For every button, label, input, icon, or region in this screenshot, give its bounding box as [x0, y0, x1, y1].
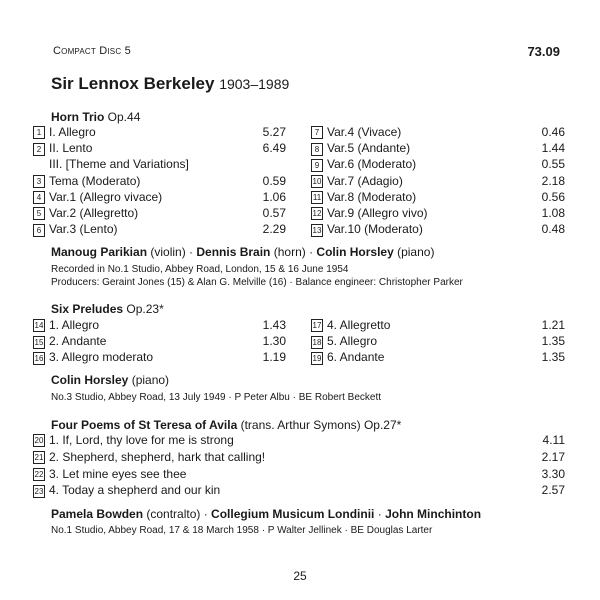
work-title: Horn Trio: [51, 110, 105, 124]
track-number: 9: [311, 159, 323, 172]
poems-performers: [51, 507, 481, 521]
track-row: [33, 318, 99, 332]
work-opus: Op.23*: [123, 302, 164, 316]
track-title: Var.9 (Allegro vivo): [327, 206, 428, 220]
composer-name: Sir Lennox Berkeley: [51, 74, 215, 93]
track-duration: 4.11: [542, 433, 565, 447]
track-duration: 1.21: [541, 318, 565, 332]
track-duration: 1.19: [262, 350, 286, 365]
track-title: 3. Allegro moderato: [49, 350, 154, 365]
track-number: 19: [312, 353, 322, 363]
track-number: 23: [34, 486, 44, 496]
composer-heading: [51, 74, 289, 94]
track-title: 2. Shepherd, shepherd, hark that calling!: [49, 449, 266, 464]
work-title: Four Poems of St Teresa of Avila: [51, 418, 238, 432]
track-duration: 1.30: [262, 334, 286, 349]
track-title: 1. Allegro: [49, 318, 100, 332]
track-duration: 2.17: [541, 449, 565, 464]
work-title-horn-trio: [51, 110, 140, 124]
track-number: 10: [312, 176, 322, 186]
track-title: Var.3 (Lento): [49, 222, 118, 237]
performer-name: Dennis Brain: [196, 245, 271, 259]
page-number: 25: [293, 569, 307, 583]
track-title: Var.5 (Andante): [327, 141, 411, 156]
track-row: [33, 174, 140, 188]
track-duration: 1.35: [541, 350, 565, 365]
track-title: III. [Theme and Variations]: [49, 157, 189, 172]
track-number: 8: [311, 143, 323, 156]
track-duration: 0.55: [541, 157, 565, 172]
track-number: 17: [312, 321, 322, 331]
track-number: 16: [34, 353, 44, 363]
performer-name: Colin Horsley: [316, 245, 394, 259]
track-row: [311, 206, 427, 220]
track-row: [33, 450, 265, 464]
track-title: Var.6 (Moderato): [327, 157, 417, 172]
track-row: [33, 222, 117, 236]
performer-role: ·: [374, 507, 386, 521]
track-number: 13: [312, 225, 322, 235]
track-duration: 0.48: [541, 222, 565, 237]
track-duration: 1.06: [262, 189, 286, 204]
track-row: [311, 174, 403, 188]
performer-name: Collegium Musicum Londinii: [211, 507, 375, 521]
track-number: 15: [34, 337, 44, 347]
track-title: 4. Today a shepherd and our kin: [49, 483, 221, 498]
track-row: [311, 125, 401, 139]
track-title: 3. Let mine eyes see thee: [49, 466, 187, 481]
track-duration: 2.57: [541, 483, 565, 498]
disc-total-time: 73.09: [527, 44, 560, 59]
track-title: 1. If, Lord, thy love for me is strong: [49, 433, 234, 447]
track-row: [33, 125, 96, 139]
track-number: 4: [33, 191, 45, 204]
track-duration: 1.35: [541, 334, 565, 349]
track-row: [311, 318, 390, 332]
performer-role: (violin) ·: [147, 245, 197, 259]
track-number: 11: [312, 193, 322, 203]
track-row: [33, 350, 153, 364]
track-number: 14: [34, 321, 44, 331]
track-duration: 0.57: [262, 206, 286, 220]
track-number: 6: [33, 224, 45, 237]
track-row: [33, 206, 138, 220]
track-number: 21: [34, 453, 44, 463]
recording-note: Recorded in No.1 Studio, Abbey Road, London, 15 & 16 June 1954: [51, 264, 349, 275]
performer-name: Manoug Parikian: [51, 245, 148, 259]
track-row: [33, 467, 186, 481]
track-duration: 1.43: [262, 318, 286, 332]
work-extra: (trans. Arthur Symons) Op.27*: [237, 418, 402, 432]
performer-name: John Minchinton: [385, 507, 482, 521]
work-title-six-preludes: [51, 302, 164, 316]
track-duration: 1.08: [541, 206, 565, 220]
track-title: 5. Allegro: [327, 334, 378, 349]
track-number: 22: [34, 469, 44, 479]
track-number: 7: [311, 126, 323, 139]
performer-name: Colin Horsley: [51, 373, 129, 387]
track-duration: 1.44: [541, 141, 565, 156]
work-title: Six Preludes: [51, 302, 124, 316]
track-number: 1: [33, 126, 45, 139]
track-title: Var.1 (Allegro vivace): [49, 189, 163, 204]
track-row: [33, 334, 106, 348]
track-duration: 0.46: [541, 125, 565, 139]
performer-name: Pamela Bowden: [51, 507, 144, 521]
track-title: 6. Andante: [327, 350, 385, 365]
track-row: [33, 157, 189, 171]
track-duration: 6.49: [262, 141, 286, 156]
track-row: [311, 190, 416, 204]
recording-note: No.1 Studio, Abbey Road, 17 & 18 March 1958 · P Walter Jellinek · BE Douglas Larter: [51, 525, 433, 536]
track-title: Tema (Moderato): [49, 173, 141, 188]
work-title-four-poems: [51, 418, 401, 432]
track-row: [33, 483, 220, 497]
horn-trio-performers: [51, 245, 434, 259]
track-title: 4. Allegretto: [327, 318, 391, 332]
track-number: 18: [312, 337, 322, 347]
performer-role: (contralto) ·: [143, 507, 212, 521]
performer-role: (piano): [128, 373, 170, 387]
track-title: Var.7 (Adagio): [327, 173, 403, 188]
track-title: II. Lento: [49, 141, 93, 156]
track-title: Var.4 (Vivace): [327, 125, 402, 139]
work-opus: Op.44: [104, 110, 141, 124]
track-duration: 0.56: [541, 189, 565, 204]
disc-label: Compact Disc 5: [53, 45, 131, 57]
performer-role: (horn) ·: [270, 245, 317, 259]
track-number: 12: [312, 209, 322, 219]
track-row: [33, 433, 234, 447]
track-duration: 2.18: [541, 173, 565, 188]
track-duration: 0.59: [262, 173, 286, 188]
track-number: 2: [33, 143, 45, 156]
performer-role: (piano): [393, 245, 435, 259]
track-number: 5: [33, 207, 45, 220]
track-row: [311, 157, 416, 171]
track-row: [311, 141, 410, 155]
track-row: [311, 334, 377, 348]
track-title: Var.8 (Moderato): [327, 189, 417, 204]
track-duration: 5.27: [262, 125, 286, 139]
track-row: [33, 141, 92, 155]
track-title: I. Allegro: [49, 125, 96, 139]
track-row: [33, 190, 162, 204]
track-duration: 3.30: [541, 466, 565, 481]
track-number: 20: [34, 436, 44, 446]
track-row: [311, 222, 423, 236]
producers-note: Producers: Geraint Jones (15) & Alan G. Melville (16) · Balance engineer: Christopher Parker: [51, 277, 463, 288]
track-title: Var.10 (Moderato): [327, 222, 423, 237]
track-title: Var.2 (Allegretto): [49, 206, 139, 220]
track-duration: 2.29: [262, 222, 286, 237]
recording-note: No.3 Studio, Abbey Road, 13 July 1949 · P Peter Albu · BE Robert Beckett: [51, 392, 382, 403]
track-title: 2. Andante: [49, 334, 107, 349]
track-row: [311, 350, 384, 364]
composer-years: 1903–1989: [219, 76, 290, 92]
preludes-performers: [51, 373, 169, 387]
track-number: 3: [33, 175, 45, 188]
